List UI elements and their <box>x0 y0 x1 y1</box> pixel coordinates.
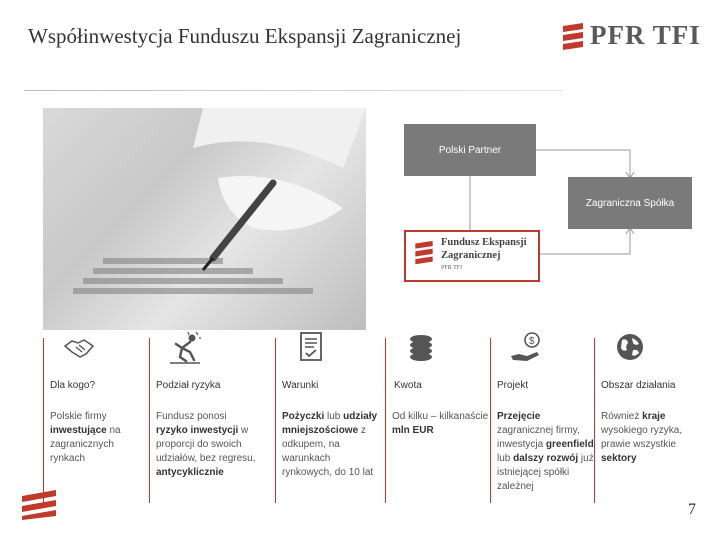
column-podzial-ryzyka <box>149 338 258 503</box>
title-divider <box>24 90 564 91</box>
fez-name-line1: Fundusz Ekspansji <box>441 237 527 248</box>
foreign-company-box: Zagraniczna Spółka <box>568 177 692 229</box>
logo-text: PFR TFI <box>590 20 701 50</box>
column-projekt <box>490 338 599 503</box>
column-text: Od kilku – kilkanaście mln EUR <box>392 411 489 436</box>
falling-person-icon <box>168 330 202 364</box>
fez-name-line2: Zagranicznej <box>441 250 501 261</box>
column-heading: Dla kogo? <box>50 380 96 391</box>
document-icon <box>294 330 328 364</box>
column-text: Również kraje wysokiego ryzyka, prawie wszystkie sektory <box>601 411 683 464</box>
column-heading: Obszar działania <box>601 380 676 391</box>
svg-text:$: $ <box>529 336 535 347</box>
column-text: Fundusz ponosi ryzyko inwestycji w proporcji do swoich udziałów, bez regresu, antycyklicznie <box>156 411 256 478</box>
polish-partner-box: Polski Partner <box>404 124 536 176</box>
column-text: Przejęcie zagranicznej firmy, inwestycja greenfield lub dalszy rozwój już istniejącej spółki zależnej <box>497 411 594 492</box>
column-text: Polskie firmy inwestujące na zagranicznych rynkach <box>50 411 121 464</box>
fez-name-line3: PFR TFI <box>441 265 463 271</box>
column-kwota <box>385 338 494 503</box>
coin-stack-icon <box>404 330 438 364</box>
column-heading: Warunki <box>282 380 319 391</box>
column-heading: Kwota <box>394 380 422 391</box>
pfr-logo-mark-icon <box>560 22 586 52</box>
page-number: 7 <box>688 501 696 518</box>
pfr-tfi-logo <box>560 20 700 52</box>
column-obszar <box>594 338 703 503</box>
hand-coin-icon <box>509 330 543 364</box>
column-dla-kogo <box>43 338 152 503</box>
fez-fund-box <box>404 230 540 282</box>
column-warunki <box>275 338 384 503</box>
globe-icon <box>613 330 647 364</box>
pfr-logo-mark-icon <box>412 240 436 266</box>
footer-logo-mark-icon <box>20 488 60 520</box>
column-heading: Projekt <box>497 380 529 391</box>
column-heading: Podział ryzyka <box>156 380 221 391</box>
handshake-icon <box>62 330 96 364</box>
hero-photo <box>43 108 366 330</box>
slide-title: Współinwestycja Funduszu Ekspansji Zagranicznej <box>28 24 462 48</box>
column-text: Pożyczki lub udziały mniejszościowe z odkupem, na warunkach rynkowych, do 10 lat <box>282 411 378 478</box>
